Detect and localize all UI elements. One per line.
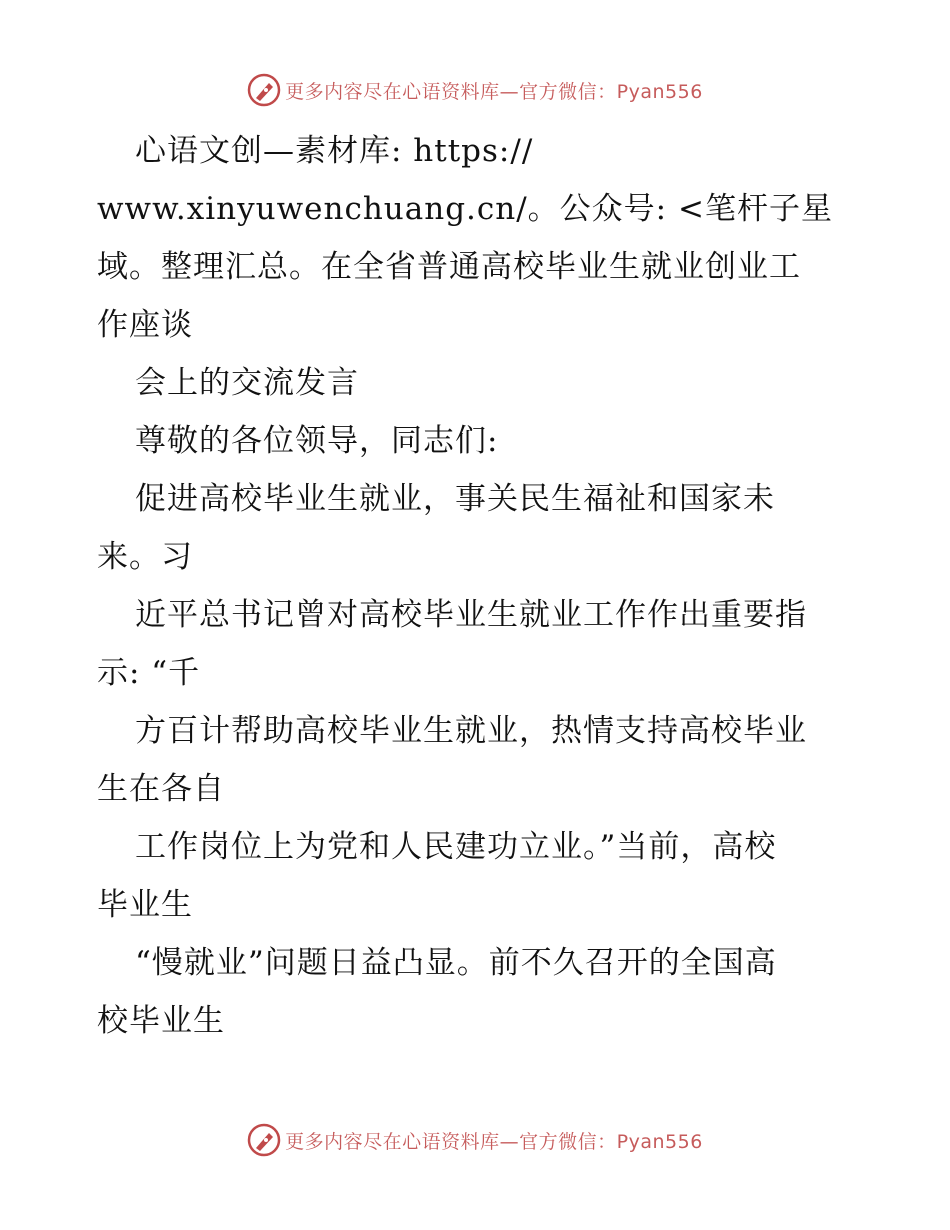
header-watermark-text: 更多内容尽在心语资料库—官方微信：Pyan556	[285, 80, 703, 103]
document-line: 近平总书记曾对高校毕业生就业工作作出重要指	[135, 597, 807, 633]
header-watermark-banner	[0, 70, 950, 110]
document-line: 尊敬的各位领导，同志们:	[135, 423, 499, 459]
document-line: 方百计帮助高校毕业生就业，热情支持高校毕业	[135, 713, 807, 749]
document-line: 促进高校毕业生就业，事关民生福祉和国家未	[135, 481, 775, 517]
document-line: 示: “千	[97, 655, 201, 691]
document-line: “慢就业”问题日益凸显。前不久召开的全国高	[135, 945, 777, 981]
document-line: 校毕业生	[97, 1003, 225, 1039]
document-line: www.xinyuwenchuang.cn/。公众号: <笔杆子星	[97, 191, 833, 227]
document-line: 作座谈	[97, 307, 193, 343]
pen-nib-logo-icon	[247, 1123, 281, 1157]
document-line: 会上的交流发言	[135, 365, 359, 401]
footer-watermark-text: 更多内容尽在心语资料库—官方微信：Pyan556	[285, 1130, 703, 1153]
document-line: 生在各自	[97, 771, 225, 807]
document-line: 工作岗位上为党和人民建功立业。”当前，高校	[135, 829, 777, 865]
document-line: 毕业生	[97, 887, 193, 923]
document-body	[97, 122, 857, 1050]
document-line: 来。习	[97, 539, 193, 575]
document-line: 心语文创—素材库: https://	[135, 133, 534, 169]
document-line: 域。整理汇总。在全省普通高校毕业生就业创业工	[97, 249, 801, 285]
footer-watermark-banner	[0, 1120, 950, 1160]
pen-nib-logo-icon	[247, 73, 281, 107]
